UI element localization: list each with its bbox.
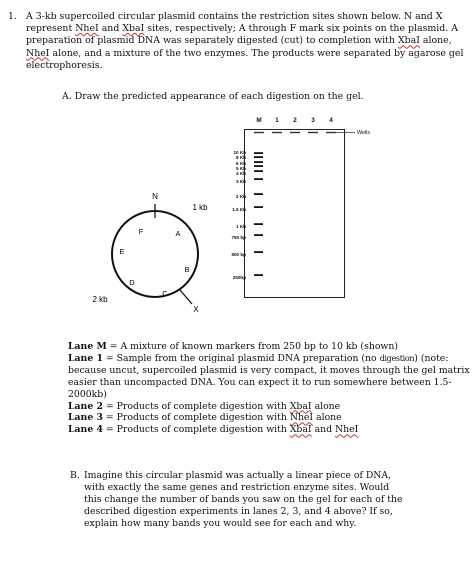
marker-label-1-5kb: 1.5 Kb [232,207,246,212]
enzyme-xbai: XbaI [397,35,420,47]
lane-3-text: = Products of complete digestion with [102,412,290,424]
lane-2-description [68,401,470,413]
plasmid-diagram [80,180,240,320]
enzyme-xbai: XbaI [289,424,312,436]
band-4kb [254,170,263,172]
part-b-text: Imagine this circular plasmid was actually a linear piece of DNA, with exactly the same genes and restriction enzyme sites. Would this change the number of bands you saw on the gel for each of the described digestion experiments in lanes 2, 3, and 4 above? If so, explain how many bands you would see for each and why. [84,470,403,530]
lane-3-description [68,412,470,424]
xbai-site-tick [180,290,192,304]
intro-text-5: alone, and a mixture of the two enzymes. The products were separated by agarose gel electrophoresis. [26,47,464,71]
marker-lane-bands [254,152,263,276]
lane-m-description [68,341,470,353]
marker-label-5kb: 5 Kb [236,166,246,171]
enzyme-xbai: XbaI [122,23,145,35]
lane-m-label: Lane M [68,341,107,352]
band-1-5kb [254,206,263,208]
band-8kb [254,156,263,158]
enzyme-nhei: NheI [75,23,99,35]
wells-label: Wells [357,130,371,136]
lane-header-m: M [256,117,262,124]
question-number: 1. [8,11,17,22]
question-intro [8,11,466,72]
lane-2-text: = Products of complete digestion with [102,400,290,412]
part-b-label: B. [70,470,80,481]
lane-2-label: Lane 2 [68,400,103,412]
marker-label-10kb: 10 Kb [233,150,246,155]
lane-1-label: Lane 1 [68,352,103,364]
band-2kb [254,193,263,195]
marker-label-8kb: 8 Kb [236,155,246,160]
lane-4-label: Lane 4 [68,424,103,436]
enzyme-nhei: NheI [26,47,50,59]
point-a-label: A [175,229,181,238]
point-e-label: E [119,247,125,256]
lane-2-tail: alone [311,400,341,412]
enzyme-nhei: NheI [335,424,359,436]
marker-label-500bp: 500 bp [231,252,246,257]
lane-header-2: 2 [293,117,297,124]
band-6kb [254,161,263,163]
point-b-label: B [184,265,190,274]
band-5kb [254,165,263,167]
band-500bp [254,251,263,253]
band-1kb [254,223,263,225]
site-n-label: N [152,192,158,201]
marker-label-750bp: 750 bp [231,235,246,240]
marker-label-1kb: 1 Kb [236,224,246,229]
lane-descriptions [68,341,470,436]
marker-label-3kb: 3 Kb [236,179,246,184]
lane-header-4: 4 [329,117,333,124]
enzyme-xbai: XbaI [289,400,312,412]
band-250bp [254,274,263,276]
point-f-label: F [138,227,144,236]
lane-4-text: = Products of complete digestion with [102,424,290,436]
lane-3-label: Lane 3 [68,412,103,424]
lane-4-and: and [311,424,336,436]
intro-text-4: alone, [419,35,452,47]
intro-text-2: and [98,23,123,35]
marker-label-6kb: 6 Kb [236,161,246,166]
lane-m-text: = A mixture of known markers from 250 bp to 10 kb (shown) [106,341,398,352]
site-x-label: X [193,305,199,314]
intro-text-3: sites, respectively; A through F mark six points on the plasmid. A preparation of plasmid DNA was separately digested (cut) to completion with [26,23,459,47]
lane-1-note: ) (note: because uncut, supercoiled plasmid is very compact, it moves through the gel matrix easier than uncompacted DNA. You can expect it to run somewhere between 1.5-2000kb) [68,352,470,400]
gel-drawing [244,129,364,299]
plasmid-circle [112,211,198,297]
marker-label-250bp: 250bp [232,275,246,280]
band-750bp [254,234,263,236]
arc-length-1kb: 1 kb [192,203,208,212]
part-a-instruction: A. Draw the predicted appearance of each digestion on the gel. [62,91,364,102]
marker-label-2kb: 2 Kb [236,194,246,199]
lane-1-digestion-word: digestion [379,353,415,363]
marker-label-4kb: 4 Kb [236,171,246,176]
lane-3-tail: alone [313,412,342,424]
band-3kb [254,178,263,180]
point-c-label: C [162,289,168,298]
point-d-label: D [129,278,135,287]
arc-length-2kb: 2 kb [92,295,108,304]
lane-1-text: = Sample from the original plasmid DNA preparation (no [102,352,380,364]
enzyme-nhei: NheI [289,412,314,424]
lane-1-description [68,353,470,401]
lane-header-3: 3 [311,117,315,124]
band-10kb [254,152,263,154]
intro-text-1: A 3-kb supercoiled circular plasmid contains the restriction sites shown below. N and X represent [26,11,443,35]
lane-4-description [68,424,470,436]
lane-header-1: 1 [275,117,279,124]
